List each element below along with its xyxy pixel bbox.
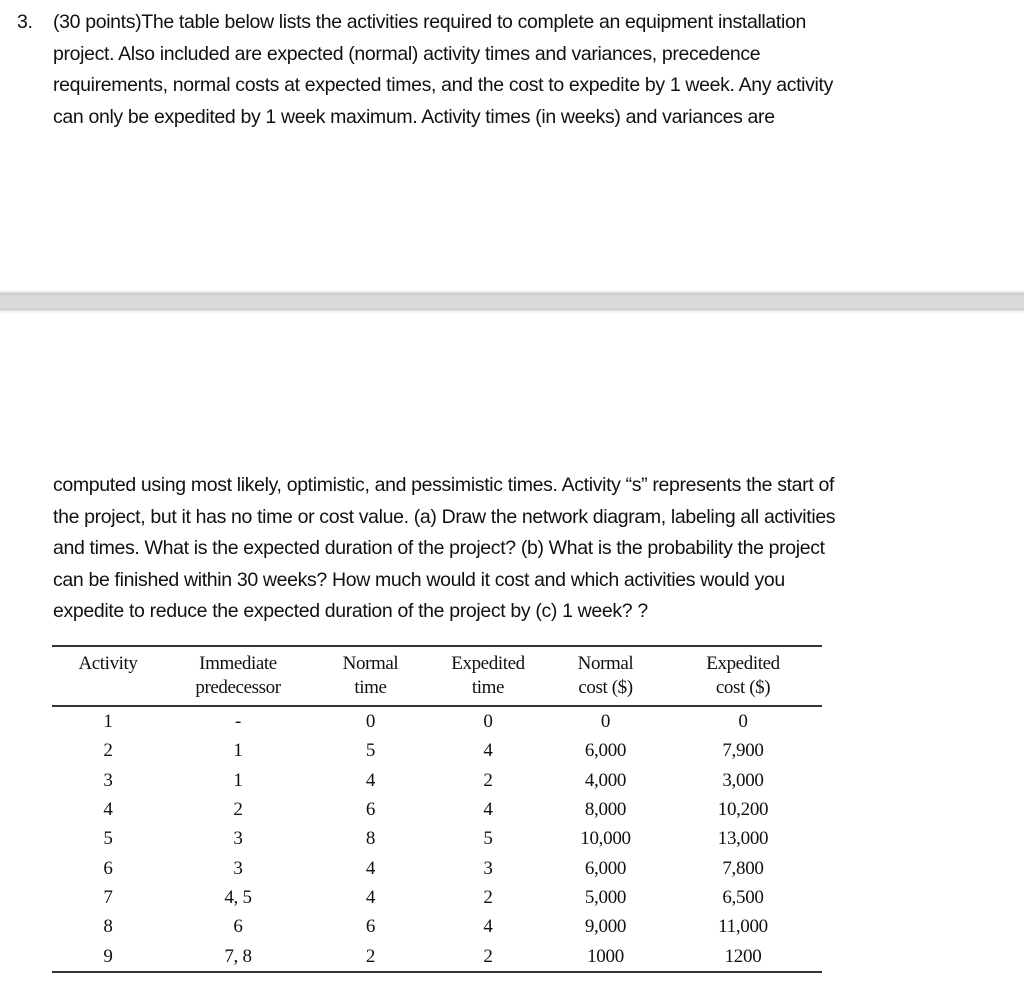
header-activity: Activity <box>78 653 138 674</box>
table-row <box>52 706 822 736</box>
header-expedited-time: Expedited time <box>451 653 525 698</box>
cell-activity: 6 <box>103 857 113 879</box>
cell-normal-cost: 6,000 <box>584 857 627 879</box>
cell-predecessor: 2 <box>233 799 243 821</box>
intro-line: project. Also included are expected (normal) activity times and variances, precedence <box>53 42 761 65</box>
table-row <box>52 941 822 971</box>
cell-normal-cost: 6,000 <box>584 740 627 762</box>
cell-normal-time: 4 <box>365 769 376 791</box>
table-header-row <box>52 646 822 706</box>
cell-predecessor: 4, 5 <box>224 886 252 908</box>
cell-expedited-cost: 1200 <box>724 945 762 967</box>
intro-line: requirements, normal costs at expected times, and the cost to expedite by 1 week. Any activity <box>53 74 834 96</box>
cell-expedited-cost: 3,000 <box>722 769 764 791</box>
cell-normal-time: 2 <box>365 945 376 967</box>
cell-normal-time: 4 <box>365 886 376 908</box>
cell-expedited-cost: 11,000 <box>718 916 768 938</box>
question-intro <box>0 7 1010 133</box>
cell-expedited-time: 4 <box>483 799 493 821</box>
cell-activity: 8 <box>103 916 113 938</box>
cell-predecessor: 1 <box>233 769 243 791</box>
cell-normal-time: 0 <box>365 711 376 733</box>
header-normal-time: Normal time <box>342 653 399 698</box>
cell-normal-cost: 9,000 <box>584 916 627 938</box>
header-predecessor: Immediate predecessor <box>195 653 281 698</box>
header-normal-cost: Normal cost ($) <box>577 653 634 698</box>
cell-expedited-cost: 6,500 <box>722 886 764 908</box>
continuation-line: and times. What is the expected duration of the project? (b) What is the probability the project <box>53 537 825 559</box>
cell-predecessor: 3 <box>233 828 243 850</box>
cell-activity: 1 <box>103 711 113 733</box>
table-row <box>52 766 822 795</box>
cell-predecessor: 3 <box>233 857 243 879</box>
cell-normal-time: 5 <box>365 740 376 762</box>
continuation-line: computed using most likely, optimistic, and pessimistic times. Activity “s” represents the start of <box>53 474 835 496</box>
cell-normal-time: 6 <box>365 916 376 938</box>
cell-predecessor: 7, 8 <box>224 945 252 967</box>
table-row <box>52 853 822 882</box>
cell-expedited-time: 3 <box>483 857 493 879</box>
table-row <box>52 883 822 912</box>
cell-expedited-cost: 7,900 <box>722 740 764 762</box>
cell-normal-time: 4 <box>365 857 376 879</box>
cell-normal-time: 8 <box>365 828 376 850</box>
continuation-line: expedite to reduce the expected duration of the project by (c) 1 week? ? <box>53 600 648 622</box>
continuation-line: the project, but it has no time or cost value. (a) Draw the network diagram, labeling all activities <box>53 505 836 528</box>
table-row <box>52 795 822 824</box>
cell-expedited-time: 2 <box>483 945 493 967</box>
intro-line: (30 points)The table below lists the activities required to complete an equipment installation <box>53 11 806 33</box>
cell-activity: 3 <box>103 769 113 791</box>
table-row <box>52 912 822 941</box>
table-row <box>52 824 822 853</box>
cell-expedited-cost: 10,200 <box>717 799 769 821</box>
continuation-line: can be finished within 30 weeks? How much would it cost and which activities would you <box>53 568 785 591</box>
question-number: 3. <box>17 11 33 33</box>
cell-expedited-time: 4 <box>483 916 493 938</box>
cell-normal-cost: 1000 <box>587 945 624 967</box>
cell-expedited-cost: 13,000 <box>717 828 769 850</box>
cell-expedited-time: 0 <box>483 711 493 733</box>
intro-line: can only be expedited by 1 week maximum. Activity times (in weeks) and variances are <box>53 105 775 128</box>
page-separator-bar <box>0 290 1024 314</box>
cell-predecessor: 6 <box>233 916 243 938</box>
cell-activity: 4 <box>103 799 113 821</box>
cell-expedited-cost: 0 <box>738 711 748 733</box>
question-continuation <box>53 470 1013 628</box>
activity-table <box>52 645 822 973</box>
cell-predecessor: 1 <box>233 740 243 762</box>
cell-expedited-cost: 7,800 <box>722 857 764 879</box>
table-row <box>52 736 822 765</box>
cell-activity: 2 <box>103 740 113 762</box>
cell-expedited-time: 2 <box>483 769 493 791</box>
cell-predecessor: - <box>234 711 242 733</box>
cell-normal-cost: 0 <box>600 711 611 733</box>
cell-expedited-time: 4 <box>483 740 493 762</box>
cell-activity: 5 <box>103 828 113 850</box>
cell-normal-cost: 5,000 <box>584 886 627 908</box>
cell-expedited-time: 2 <box>483 886 493 908</box>
cell-activity: 9 <box>103 945 113 967</box>
cell-expedited-time: 5 <box>483 828 493 850</box>
header-expedited-cost: Expedited cost ($) <box>706 653 780 698</box>
cell-normal-cost: 10,000 <box>580 828 631 850</box>
cell-normal-cost: 4,000 <box>584 769 627 791</box>
cell-activity: 7 <box>103 886 113 908</box>
cell-normal-time: 6 <box>365 799 376 821</box>
cell-normal-cost: 8,000 <box>584 799 627 821</box>
